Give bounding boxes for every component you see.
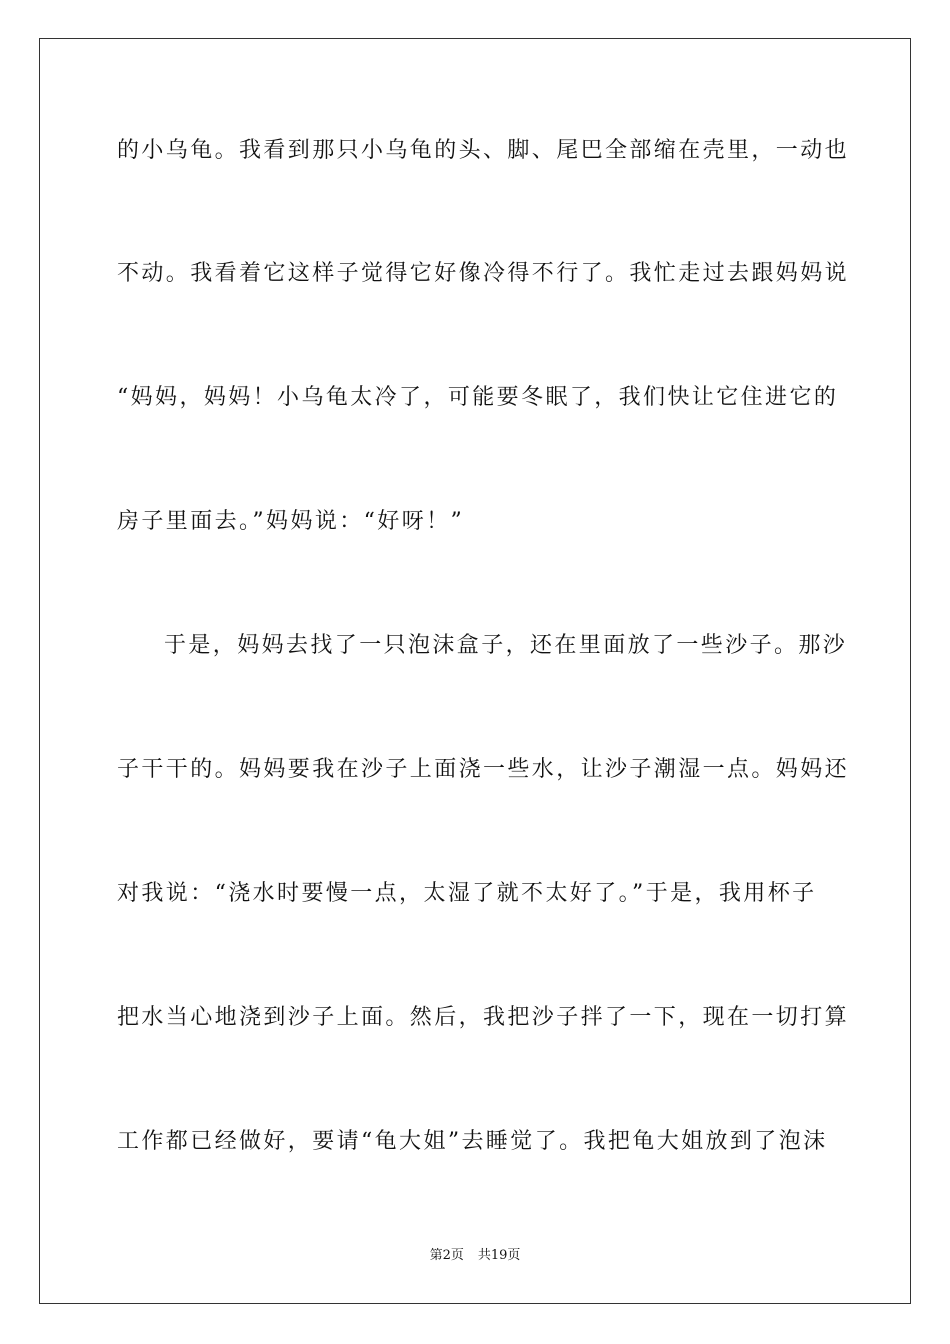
text-line-9: 工作都已经做好，要请“龟大姐”去睡觉了。我把龟大姐放到了泡沫 xyxy=(117,1129,828,1154)
page-total: 共19页 xyxy=(477,1248,521,1263)
text-line-3: “妈妈，妈妈！小乌龟太冷了，可能要冬眠了，我们快让它住进它的 xyxy=(117,385,839,410)
text-line-8: 把水当心地浇到沙子上面。然后，我把沙子拌了一下，现在一切打算 xyxy=(117,1005,850,1030)
text-line-2: 不动。我看着它这样子觉得它好像冷得不行了。我忙走过去跟妈妈说 xyxy=(117,261,850,286)
text-line-4: 房子里面去。”妈妈说：“好呀！” xyxy=(117,509,465,534)
page-footer xyxy=(0,1246,950,1266)
text-line-5: 于是，妈妈去找了一只泡沫盒子，还在里面放了一些沙子。那沙 xyxy=(164,633,848,658)
text-line-7: 对我说：“浇水时要慢一点，太湿了就不太好了。”于是，我用杯子 xyxy=(117,881,817,906)
page-number: 第2页 xyxy=(429,1248,464,1263)
page-border xyxy=(39,38,911,1304)
text-line-1: 的小乌龟。我看到那只小乌龟的头、脚、尾巴全部缩在壳里，一动也 xyxy=(117,138,850,163)
text-line-6: 子干干的。妈妈要我在沙子上面浇一些水，让沙子潮湿一点。妈妈还 xyxy=(117,757,850,782)
